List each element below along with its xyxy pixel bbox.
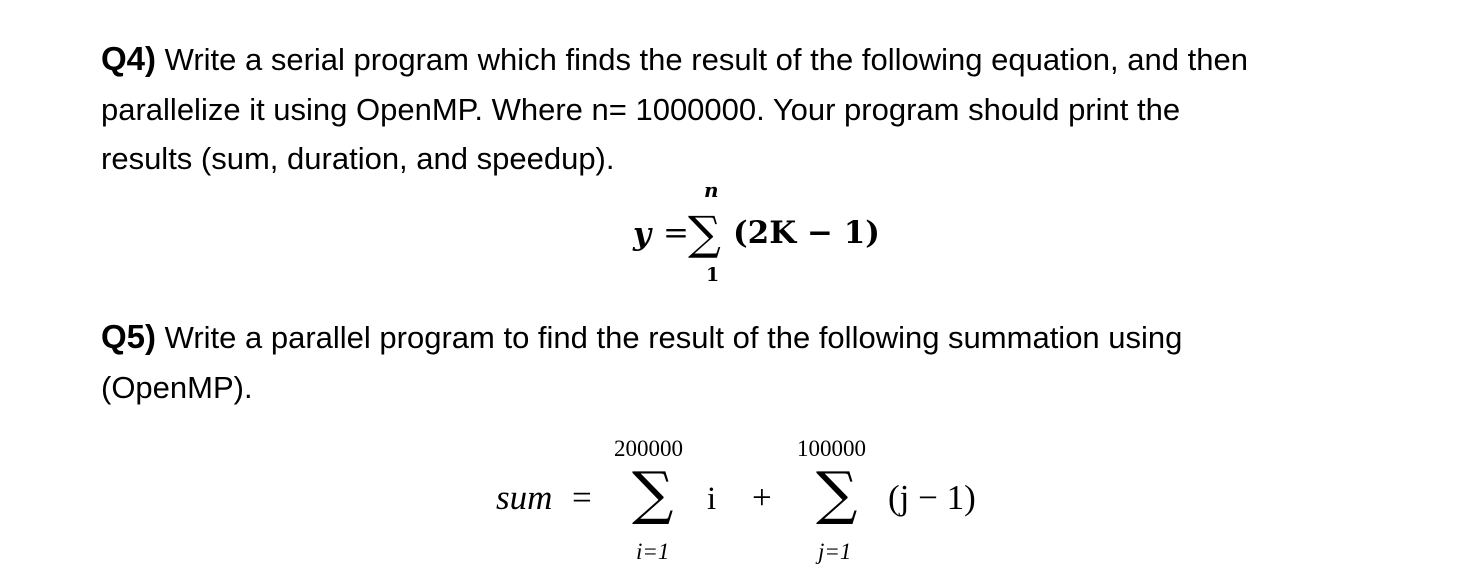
equation-1-lhs: y [633,216,652,252]
equation-2-sigma-2-lower-limit: j=1 [818,539,852,564]
equation-2-lhs: sum [496,478,553,517]
question-4-label: Q4) [101,40,157,77]
question-5-line-1-text: Write a parallel program to find the result of the following summation using [156,320,1183,355]
question-5-line-2: (OpenMP). [101,369,253,405]
equation-1-equals: = [663,215,689,251]
question-4-text [101,34,1421,184]
question-5-text [101,312,1421,412]
question-5-label: Q5) [101,318,157,355]
equation-2-term-1: i [707,481,717,517]
question-4-line-3: results (sum, duration, and speedup). [101,141,615,176]
equation-2-sigma-1-upper-limit: 200000 [614,436,683,461]
equation-1-term: (2K − 1) [733,215,880,251]
equation-2-sigma-1: ∑ [632,459,674,527]
question-4-line-1-text: Write a serial program which finds the result of the following equation, and then [156,42,1248,77]
equation-1-lower-limit: 1 [706,264,720,286]
equation-1-sigma: ∑ [688,206,721,260]
question-5-line-1 [101,312,1421,363]
equation-2-term-2: (j − 1) [888,478,976,517]
equation-2-sigma-2: ∑ [816,459,858,527]
equation-2-sigma-2-upper-limit: 100000 [797,436,866,461]
equation-2-equals: = [572,478,592,517]
equation-2-plus: + [752,478,772,517]
question-4-line-1 [101,34,1421,85]
equation-2-sigma-1-lower-limit: i=1 [636,539,670,564]
equation-1-upper-limit: n [704,178,719,202]
question-4-line-2: parallelize it using OpenMP. Where n= 1000000. Your program should print the [101,91,1181,127]
